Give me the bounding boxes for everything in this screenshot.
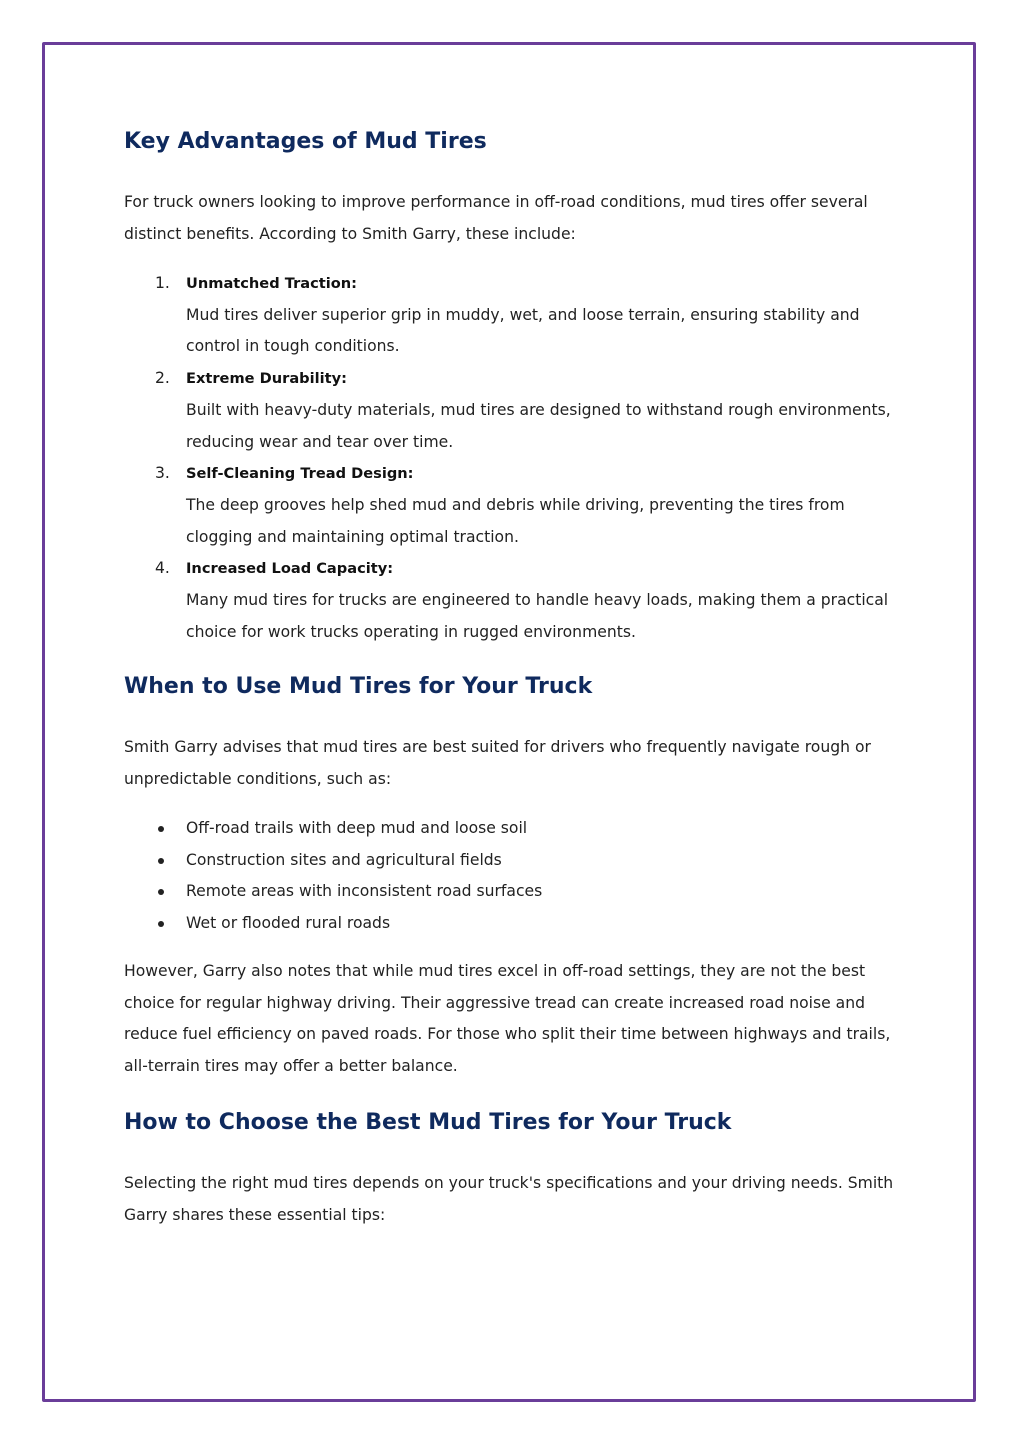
conditions-list bbox=[124, 813, 904, 940]
list-item bbox=[124, 363, 904, 458]
bullet-icon bbox=[158, 889, 164, 895]
item-title: Increased Load Capacity: bbox=[186, 560, 394, 578]
list-item bbox=[124, 553, 904, 648]
item-text: Remote areas with inconsistent road surfaces bbox=[186, 882, 543, 901]
advantages-intro: For truck owners looking to improve performance in off-road conditions, mud tires offer several distinct benefits. According to Smith Garry, these include: bbox=[124, 193, 868, 243]
list-item bbox=[124, 845, 904, 877]
item-text: Construction sites and agricultural fields bbox=[186, 850, 502, 869]
item-number: 3. bbox=[155, 464, 170, 483]
item-title: Self-Cleaning Tread Design: bbox=[186, 465, 414, 483]
heading-how-to-choose: How to Choose the Best Mud Tires for Your Truck bbox=[124, 1110, 732, 1135]
heading-key-advantages: Key Advantages of Mud Tires bbox=[124, 129, 487, 154]
bullet-icon bbox=[158, 826, 164, 832]
advantages-list bbox=[124, 268, 904, 648]
item-number: 4. bbox=[155, 559, 170, 578]
item-title: Unmatched Traction: bbox=[186, 275, 358, 292]
list-item bbox=[124, 908, 904, 940]
highway-note: However, Garry also notes that while mud tires excel in off-road settings, they are not the best choice for regular highway driving. Their aggressive tread can create increased road noise and reduce fuel efficiency on paved roads. For those who split their time between highways and trails, all-terrain tires may offer a better balance. bbox=[124, 962, 891, 1076]
item-number: 1. bbox=[155, 274, 170, 292]
bullet-icon bbox=[158, 858, 164, 864]
list-item bbox=[124, 876, 904, 908]
bullet-icon bbox=[158, 921, 164, 927]
item-text: Wet or flooded rural roads bbox=[186, 914, 391, 933]
list-item bbox=[124, 458, 904, 553]
item-description: Built with heavy-duty materials, mud tires are designed to withstand rough environments, reducing wear and tear over time. bbox=[186, 400, 891, 451]
heading-when-to-use: When to Use Mud Tires for Your Truck bbox=[124, 674, 593, 699]
item-title: Extreme Durability: bbox=[186, 370, 347, 388]
when-to-use-intro: Smith Garry advises that mud tires are best suited for drivers who frequently navigate rough or unpredictable conditions, such as: bbox=[124, 738, 871, 788]
item-description: Many mud tires for trucks are engineered to handle heavy loads, making them a practical choice for work trucks operating in rugged environments. bbox=[186, 591, 889, 641]
list-item bbox=[124, 268, 904, 363]
item-number: 2. bbox=[155, 369, 170, 388]
item-text: Off-road trails with deep mud and loose soil bbox=[186, 819, 528, 837]
item-description: Mud tires deliver superior grip in muddy, wet, and loose terrain, ensuring stability and control in tough conditions. bbox=[186, 305, 860, 356]
how-to-choose-intro: Selecting the right mud tires depends on your truck's specifications and your driving needs. Smith Garry shares these essential tips: bbox=[124, 1174, 894, 1224]
list-item bbox=[124, 813, 904, 845]
item-description: The deep grooves help shed mud and debris while driving, preventing the tires from clogging and maintaining optimal traction. bbox=[186, 495, 845, 546]
